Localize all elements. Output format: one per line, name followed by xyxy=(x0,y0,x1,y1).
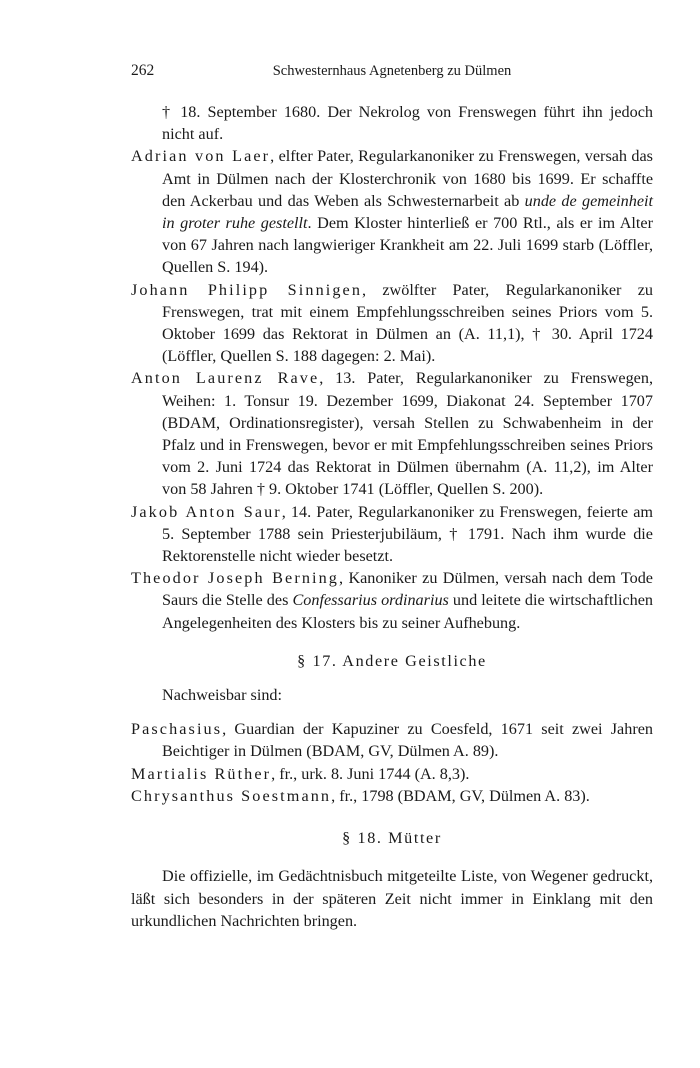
entry-text: , zwölfter Pater, Regularkanoniker zu Frenswegen, trat mit einem Empfehlungsschreiben seines Priors vom 5. Oktober 1699 das Rektorat in Dülmen an (A. 11,1), † 30. April 1724 (Löffler, Quellen S. 188 dagegen: 2. Mai). xyxy=(162,280,653,366)
person-name: Theodor Joseph Berning xyxy=(131,569,340,588)
main-text xyxy=(131,101,653,932)
section-heading-17: § 17. Andere Geistliche xyxy=(297,651,487,670)
entry-text: , 13. Pater, Regularkanoniker zu Frenswegen, Weihen: 1. Tonsur 19. Dezember 1699, Diakonat 24. September 1707 (BDAM, Ordinationsregister), versah Stellen zu Schwabenheim in der Pfalz und in Frenswegen, bevor er mit Empfehlungsschreiben seines Priors vom 2. Juni 1724 das Rektorat in Dülmen übernahm (A. 11,2), im Alter von 58 Jahren † 9. Oktober 1741 (Löffler, Quellen S. 200). xyxy=(162,369,653,499)
entry-text: , fr., urk. 8. Juni 1744 (A. 8,3). xyxy=(271,764,470,783)
person-name: Paschasius xyxy=(131,720,223,739)
cleric-entry xyxy=(131,718,653,762)
person-name: Adrian von Laer xyxy=(131,147,271,166)
entry-text: und leitete die wirtschaftlichen Angelegenheiten des Klosters bis zu seiner Aufhebung. xyxy=(162,591,654,632)
section-paragraph: Die offizielle, im Gedächtnisbuch mitgeteilte Liste, von Wegener gedruckt, läßt sich besonders in der späteren Zeit nicht immer in Einklang mit den urkundlichen Nachrichten bringen. xyxy=(131,867,653,930)
cleric-entry xyxy=(131,785,653,807)
section-heading-18: § 18. Mütter xyxy=(342,829,442,848)
person-name: Martialis Rüther xyxy=(131,764,272,783)
rector-entry xyxy=(131,279,653,368)
latin-term: Confessarius ordinarius xyxy=(292,591,449,610)
section-intro: Nachweisbar sind: xyxy=(162,686,283,705)
continuation-text: † 18. September 1680. Der Nekrolog von Frenswegen führt ihn jedoch nicht auf. xyxy=(162,103,653,144)
rector-entry xyxy=(131,145,653,278)
entry-text: , fr., 1798 (BDAM, GV, Dülmen A. 83). xyxy=(331,786,590,805)
rector-entry xyxy=(131,501,653,568)
entry-text: , 14. Pater, Regularkanoniker zu Frenswegen, feierte am 5. September 1788 sein Priesterjubiläum, † 1791. Nach ihm wurde die Rektorenstelle nicht wieder besetzt. xyxy=(162,502,653,566)
person-name: Chrysanthus Soestmann xyxy=(131,786,332,805)
page-number: 262 xyxy=(131,62,155,79)
running-title: Schwesternhaus Agnetenberg zu Dülmen xyxy=(272,63,512,79)
entry-text: , elfter Pater, Regularkanoniker zu Frenswegen, versah das Amt in Dülmen nach der Klosterchronik von 1680 bis 1699. Er schaffte den Ackerbau und das Weben als Schwesternarbeit ab xyxy=(162,147,653,210)
rector-entry xyxy=(131,567,653,634)
person-name: Johann Philipp Sinnigen xyxy=(131,280,363,299)
person-name: Jakob Anton Saur xyxy=(131,502,282,521)
rector-entry xyxy=(131,367,653,500)
entry-text: , Kanoniker zu Dülmen, versah nach dem Tode Saurs die Stelle des xyxy=(162,569,653,610)
person-name: Anton Laurenz Rave xyxy=(131,369,320,388)
entry-text: . Dem Kloster hinterließ er 700 Rtl., als er im Alter von 67 Jahren nach langwieriger Krankheit am 22. Juli 1699 starb (Löffler, Quellen S. 194). xyxy=(162,214,654,277)
page-header xyxy=(131,62,653,86)
cleric-entry xyxy=(131,763,653,785)
latin-quote: unde de gemeinheit in groter ruhe gestellt xyxy=(162,191,654,233)
entry-text: , Guardian der Kapuziner zu Coesfeld, 1671 seit zwei Jahren Beichtiger in Dülmen (BDAM, GV, Dülmen A. 89). xyxy=(162,720,653,761)
